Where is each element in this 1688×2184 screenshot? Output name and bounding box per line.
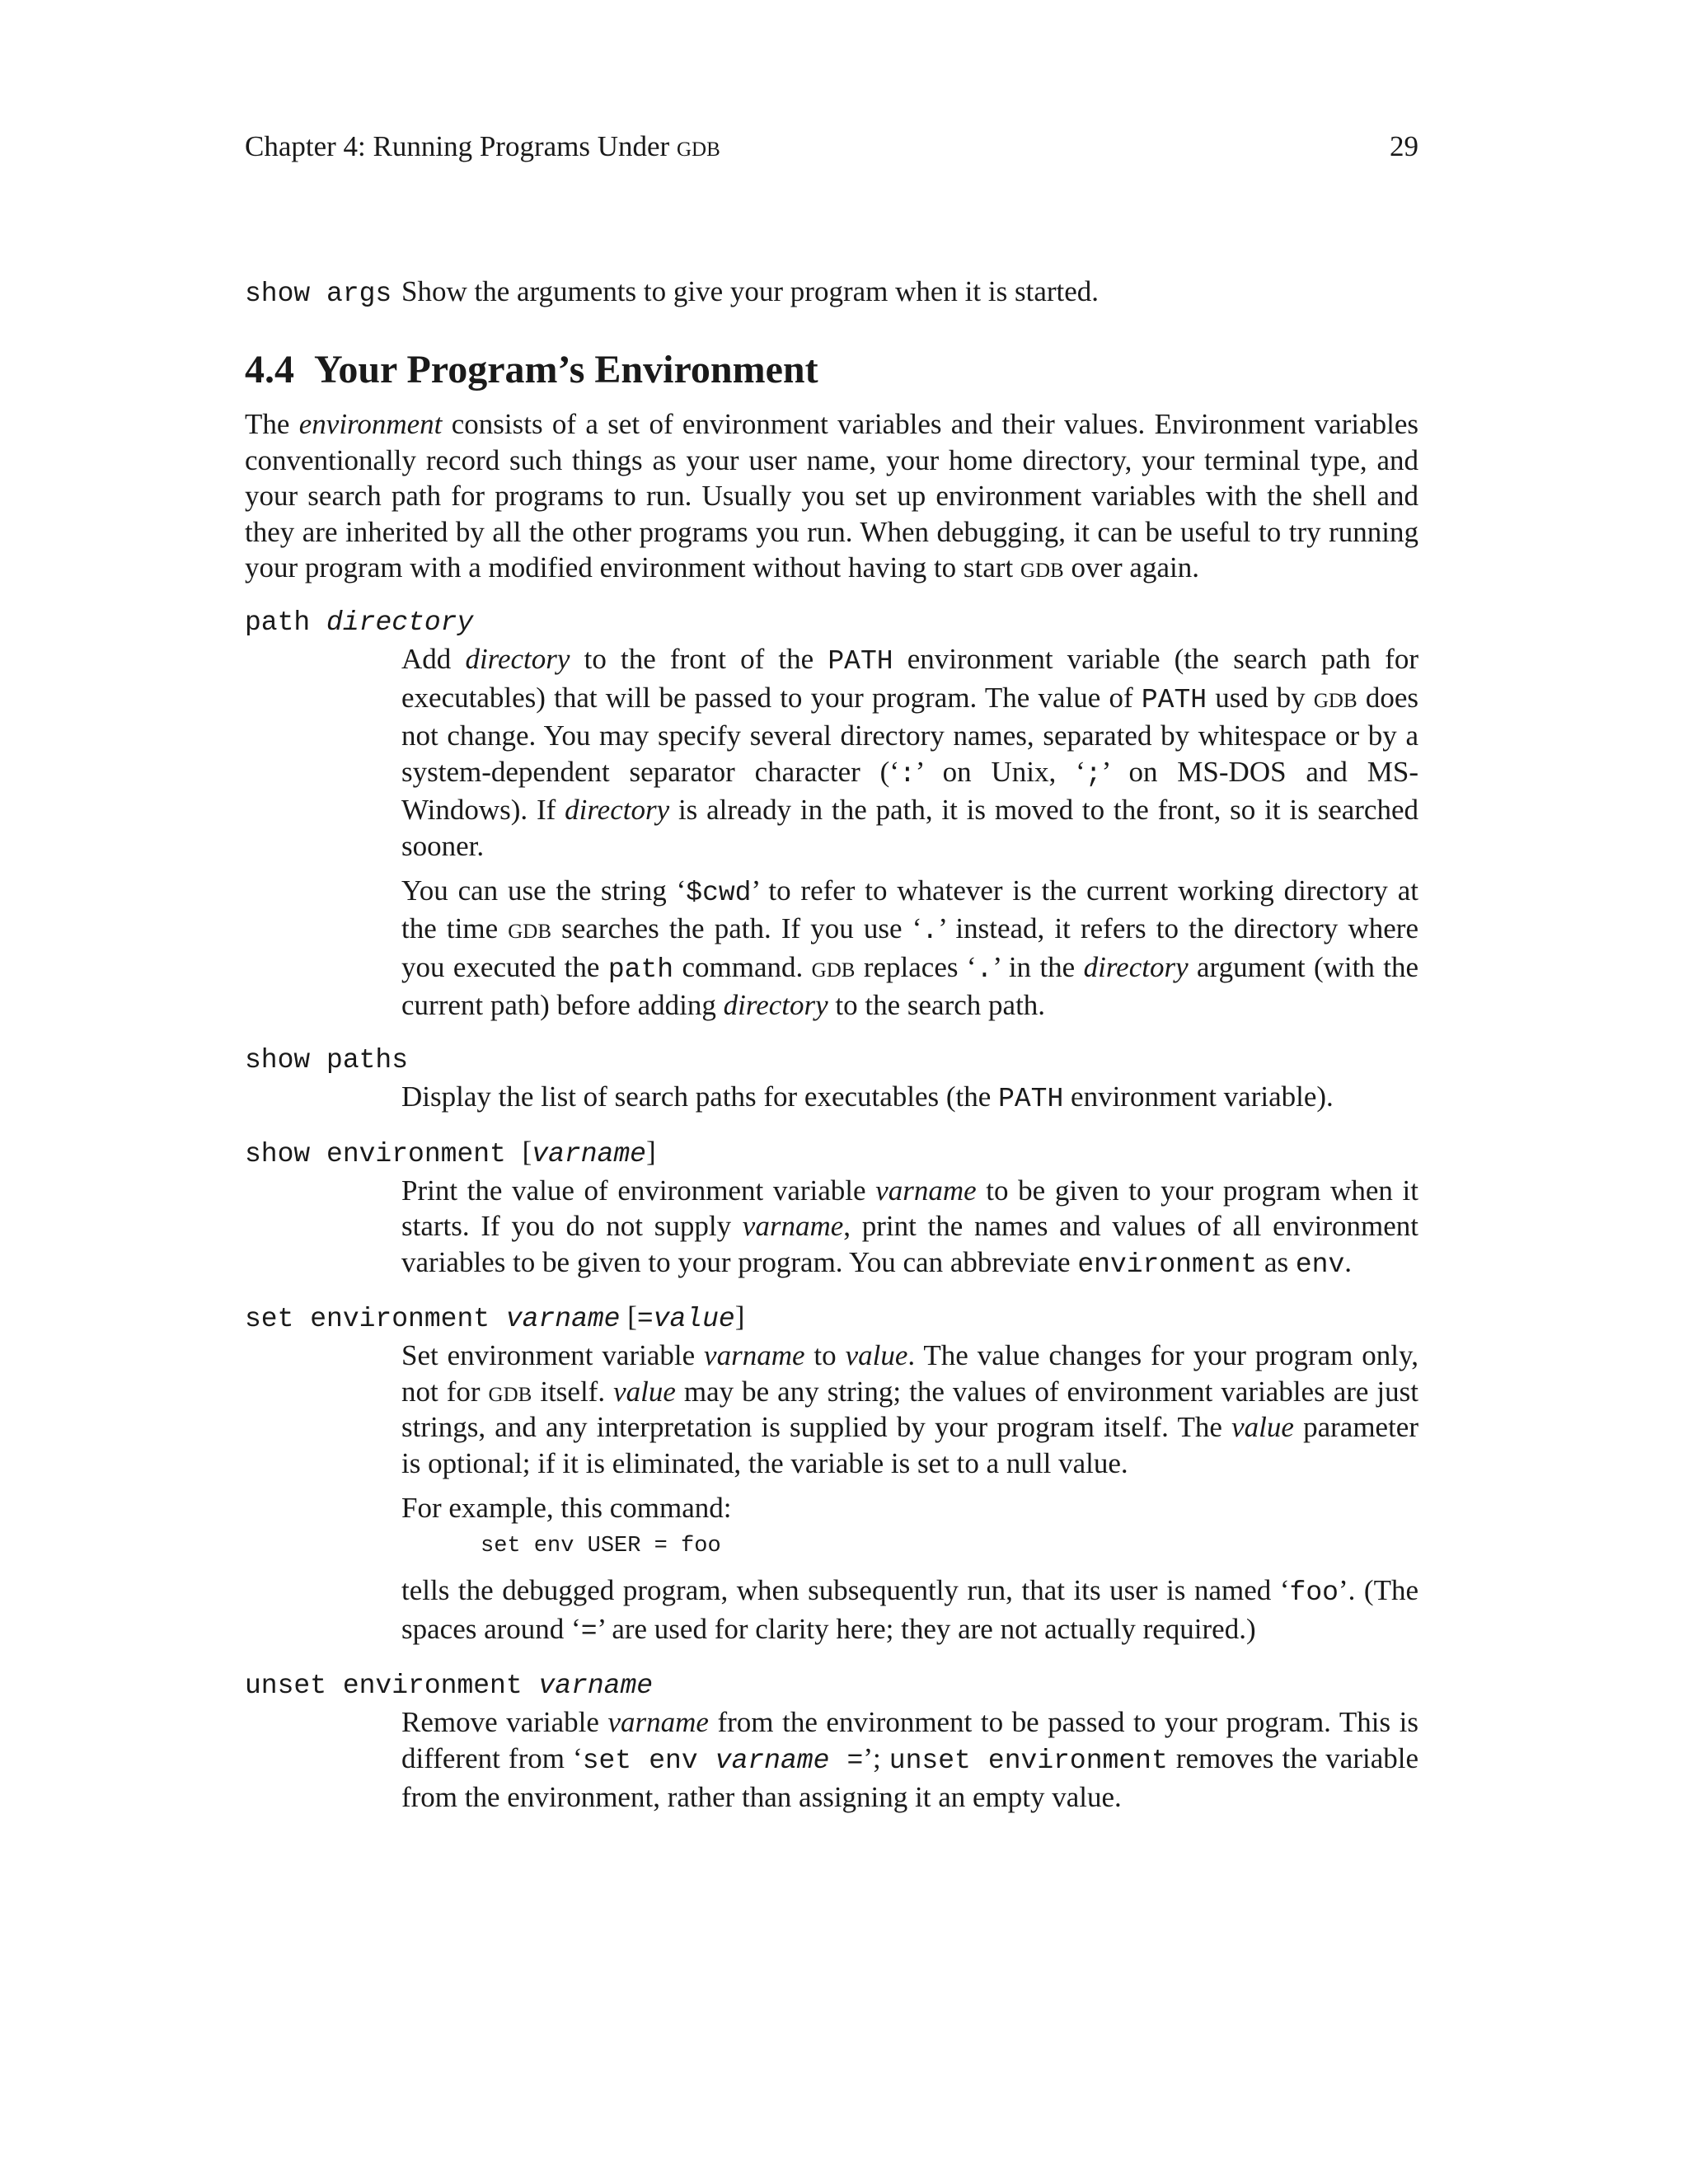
show-args-entry bbox=[245, 274, 1418, 312]
show-args-description: Show the arguments to give your program when it is started. bbox=[401, 275, 1100, 307]
set-environment-description bbox=[401, 1338, 1418, 1649]
unset-environment-entry bbox=[245, 1666, 1418, 1815]
chapter-title: Chapter 4: Running Programs Under gdb bbox=[245, 130, 720, 162]
show-paths-paragraph: Display the list of search paths for executables (the PATH environment variable). bbox=[401, 1080, 1334, 1114]
show-environment-paragraph: Print the value of environment variable varname to be given to your program when it starts. If you do not supply varname, print the names and values of all environment variables to be given to your program. You can abbreviate environment as env. bbox=[401, 1174, 1418, 1280]
show-paths-description bbox=[401, 1079, 1418, 1118]
manual-page bbox=[245, 124, 1418, 1815]
set-environment-paragraph-1: Set environment variable varname to value. The value changes for your program only, not for gdb itself. value may be any string; the values of environment variables are just strings, and any interpretation is supplied by your program itself. The value parameter is optional; if it is eliminated, the variable is set to a null value. bbox=[401, 1339, 1418, 1480]
intro-paragraph: The environment consists of a set of environment variables and their values. Environment variables conventionally record such things as your user name, your home directory, your terminal type, and your search path for programs to run. Usually you set up environment variables with the shell and they are inherited by all the other programs you run. When debugging, it can be useful to try running your program with a modified environment without having to start gdb over again. bbox=[245, 408, 1419, 584]
set-environment-paragraph-2: For example, this command: bbox=[401, 1491, 732, 1524]
path-paragraph-2: You can use the string ‘$cwd’ to refer to whatever is the current working directory at the time gdb searches the path. If you use ‘.’ instead, it refers to the directory where you executed the path command. gdb replaces ‘.’ in the directory argument (with the current path) before adding directory to the search path. bbox=[401, 874, 1418, 1022]
section-number: 4.4 bbox=[245, 348, 294, 391]
unset-environment-paragraph: Remove variable varname from the environment to be passed to your program. This is different from ‘set env varname =’; unset environment removes the variable from the environment, rather than assigning it an empty value. bbox=[401, 1706, 1419, 1813]
set-environment-term: set environment varname [=value] bbox=[245, 1301, 745, 1335]
show-paths-entry bbox=[245, 1040, 1418, 1118]
path-description bbox=[401, 641, 1418, 1024]
code-example: set env USER = foo bbox=[481, 1534, 721, 1559]
path-term: path directory bbox=[245, 607, 474, 638]
show-args-command: show args bbox=[245, 279, 392, 309]
show-environment-term: show environment [varname] bbox=[245, 1135, 656, 1169]
set-environment-paragraph-3: tells the debugged program, when subsequently run, that its user is named ‘foo’. (The spaces around ‘=’ are used for clarity here; they are not actually required.) bbox=[401, 1574, 1418, 1647]
unset-environment-term: unset environment varname bbox=[245, 1671, 654, 1702]
section-heading bbox=[245, 345, 1418, 395]
show-environment-entry bbox=[245, 1134, 1418, 1283]
section-title: Your Program’s Environment bbox=[314, 348, 818, 391]
show-environment-description bbox=[401, 1173, 1418, 1283]
unset-environment-description bbox=[401, 1704, 1418, 1815]
running-header bbox=[245, 124, 1418, 173]
page-number: 29 bbox=[1390, 130, 1418, 162]
path-entry bbox=[245, 602, 1418, 1024]
set-environment-entry bbox=[245, 1299, 1418, 1649]
path-paragraph-1: Add directory to the front of the PATH environment variable (the search path for executables) that will be passed to your program. The value of PATH used by gdb does not change. You may specify several directory names, separated by whitespace or by a system-dependent separator character (‘:’ on Unix, ‘;’ on MS-DOS and MS-Windows). If directory is already in the path, it is moved to the front, so it is searched sooner. bbox=[401, 642, 1419, 862]
show-paths-term: show paths bbox=[245, 1044, 409, 1076]
